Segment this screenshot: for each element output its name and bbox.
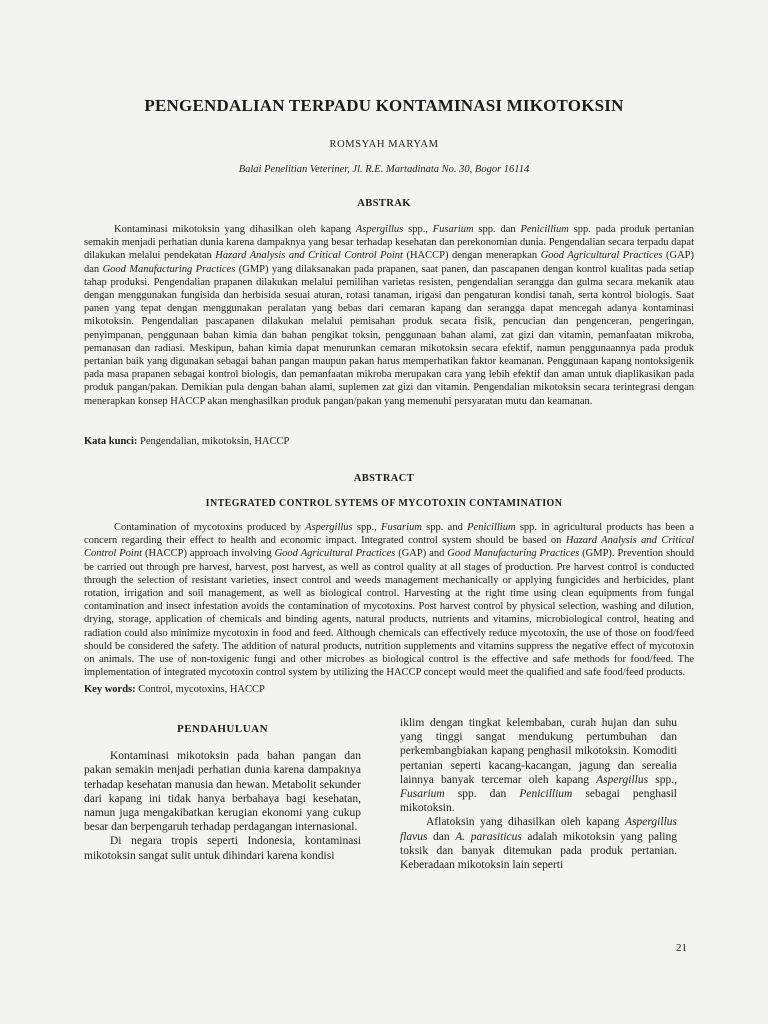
page-number: 21	[676, 942, 687, 954]
italic-term: Aspergillus	[355, 224, 404, 235]
abstrak-keywords-label: Kata kunci:	[84, 436, 138, 447]
abstract-heading: ABSTRACT	[353, 473, 415, 484]
author-affiliation: Balai Penelitian Veteriner, Jl. R.E. Martadinata No. 30, Bogor 16114	[238, 164, 530, 175]
abstract-keywords	[84, 684, 265, 695]
italic-term: Aspergillus	[305, 522, 353, 533]
italic-term: A. parasiticus	[455, 830, 522, 843]
intro-heading: PENDAHULUAN	[176, 723, 269, 735]
italic-term: Good Manufacturing Practices	[102, 263, 236, 275]
abstract-keywords-label: Key words:	[84, 684, 136, 695]
italic-term: Fusarium	[381, 522, 422, 533]
italic-term: Hazard Analysis and Critical Control Point	[215, 250, 403, 262]
italic-term: Aspergillus	[596, 773, 649, 786]
intro-left-paragraph-1: Kontaminasi mikotoksin pada bahan pangan dan pakan semakin menjadi perhatian dunia karena dampaknya terhadap kesehatan manusia dan hewan. Metabolit sekunder dari kapang ini tidak hanya berbahaya bagi kesehatan, namun juga mengakibatkan kerugian ekonomi yang cukup besar dan berpengaruh terhadap perdagangan internasional.	[84, 750, 361, 834]
intro-column-right	[400, 716, 677, 872]
abstrak-keywords	[84, 436, 289, 447]
italic-term: Fusarium	[432, 224, 474, 235]
italic-term: Good Agricultural Practices	[274, 548, 396, 560]
intro-right-paragraph-1: iklim dengan tingkat kelembaban, curah hujan dan suhu yang tinggi sangat mendukung pertumbuhan dan perkembangbiakan kapang penghasil mikotoksin. Komoditi pertanian seperti kacang-kacangan, jagung dan serealia lainnya banyak tercemar oleh kapang Aspergillus spp., Fusarium spp. dan Penicillium sebagai penghasil mikotoksin.	[400, 717, 678, 815]
italic-term: Penicillium	[467, 522, 516, 533]
abstract-body: Contamination of mycotoxins produced by Aspergillus spp., Fusarium spp. and Penicillium spp. in agricultural products has been a concern regarding their effect to health and economic impact. Integrated control system should be based on Hazard Analysis and Critical Control Point (HACCP) approach involving Good Agricultural Practices (GAP) and Good Manufacturing Practices (GMP). Prevention should be carried out through pre harvest, harvest, post harvest, as well as control quality at all stages of production. Pre harvest control is conducted through the selection of resistant varieties, insect control and weeds management mechanically or applying fungicides and herbicides, plant rotation, irrigation and soil management, as well as biological control. Harvesting at the right time using clean equipments from fungal contamination and insect infestation avoids the contamination of mycotoxins. Post harvest control by physical selection, washing and dilution, drying, storage, application of chemicals and binding agents, natural products, nutrients and vitamins, microbiological control, heating and radiation could also minimize mycotoxin in food and feed. Although chemicals can effectively reduce mycotoxin, the use of those on food/feed should be considered the safety. The addition of natural products, nutrition supplements and vitamins suppress the negative effect of mycotoxin on animals. The use of non-toxigenic fungi and other microbes as biological control is the effective and safe methods for food/feed. The implementation of integrated mycotoxin control system by utilizing the HACCP concept would meet the qualified and safe food/feed products.	[84, 522, 694, 679]
intro-right-paragraph-2: Aflatoksin yang dihasilkan oleh kapang Aspergillus flavus dan A. parasiticus adalah mikotoksin yang paling toksik dan banyak ditemukan pada produk pertanian. Keberadaan mikotoksin lain seperti	[400, 816, 678, 872]
italic-term: Penicillium	[520, 224, 569, 235]
italic-term: Hazard Analysis and Critical Control Point	[84, 535, 694, 560]
abstrak-keywords-value: Pengendalian, mikotoksin, HACCP	[137, 436, 290, 447]
italic-term: Good Agricultural Practices	[540, 250, 663, 262]
abstrak-heading: ABSTRAK	[357, 198, 411, 209]
paper-title: PENGENDALIAN TERPADU KONTAMINASI MIKOTOKSIN	[144, 96, 624, 115]
italic-term: Good Manufacturing Practices	[447, 548, 580, 560]
italic-term: Penicillium	[519, 788, 573, 801]
intro-left-paragraph-2: Di negara tropis seperti Indonesia, kontaminasi mikotoksin sangat sulit untuk dihindari karena kondisi	[84, 835, 361, 862]
abstract-keywords-value: Control, mycotoxins, HACCP	[135, 684, 265, 695]
author-name: ROMSYAH MARYAM	[329, 139, 439, 150]
abstrak-body: Kontaminasi mikotoksin yang dihasilkan oleh kapang Aspergillus spp., Fusarium spp. dan Penicillium spp. pada produk pertanian semakin menjadi perhatian dunia karena dampaknya yang besar terhadap kesehatan dan perekonomian dunia. Pengendalian secara terpadu dapat dilakukan melalui pendekatan Hazard Analysis and Critical Control Point (HACCP) dengan menerapkan Good Agricultural Practices (GAP) dan Good Manufacturing Practices (GMP) yang dilaksanakan pada prapanen, saat panen, dan pascapanen dengan kontrol kualitas pada setiap tahap produksi. Pengendalian prapanen dilakukan melalui pemilihan varietas resisten, pengendalian serangga dan gulma secara mekanik atau dengan menggunakan fungisida dan herbisida sesuai aturan, rotasi tanaman, irigasi dan pengaturan kondisi tanah, serta kontrol biologis. Saat panen yang tepat dengan menggunakan peralatan yang bebas dari cemaran kapang dan serangga dapat mencegah adanya kontaminasi mikotoksin. Pengendalian pascapanen dilakukan melalui pemisahan produk secara fisik, pencucian dan pengenceran, pengeringan, penyimpanan, penggunaan bahan kimia dan bahan pengikat toksin, penggunaan bahan alami, zat gizi dan vitamin, pemanfaatan mikroba, pemanasan dan radiasi. Meskipun, bahan kimia dapat menurunkan cemaran mikotoksin secara efektif, namun penggunaannya pada produk pertanian baik yang digunakan sebagai bahan pangan maupun pakan harus memperhatikan faktor keamanan. Penggunaan kapang nontoksigenik pada masa prapanen sebagai kontrol biologis, dan pemanfaatan mikroba merupakan cara yang lebih efektif dan aman untuk diaplikasikan pada produk pangan/pakan. Demikian pula dengan bahan alami, suplemen zat gizi dan vitamin. Pengendalian mikotoksin secara terintegrasi dengan menerapkan konsep HACCP akan menghasilkan produk pangan/pakan yang memenuhi persyaratan mutu dan keamanan.	[84, 224, 694, 407]
abstract-subtitle: INTEGRATED CONTROL SYTEMS OF MYCOTOXIN CONTAMINATION	[205, 498, 563, 509]
italic-term: Fusarium	[400, 788, 445, 801]
intro-column-left	[84, 716, 361, 863]
italic-term: Aspergillus flavus	[400, 816, 677, 843]
